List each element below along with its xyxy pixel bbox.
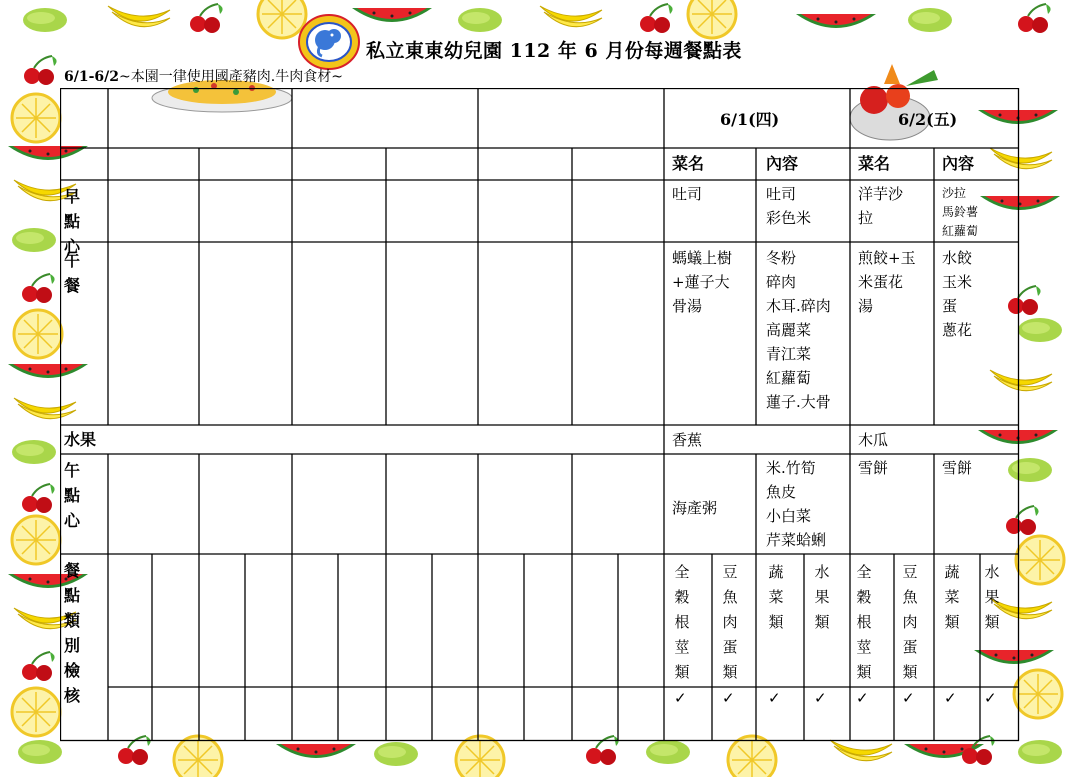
breakfast-content-d2 bbox=[942, 184, 978, 241]
ingredient: 米.竹筍 bbox=[766, 459, 816, 477]
ingredient: 蔥花 bbox=[942, 321, 973, 339]
subtitle-note: ~本園一律使用國產豬肉.牛肉食材~ bbox=[119, 69, 343, 85]
ingredient: 水餃 bbox=[942, 249, 973, 267]
dish-line: 洋芋沙 bbox=[858, 185, 904, 203]
dish-line: 米蛋花 bbox=[858, 273, 904, 291]
ingredient: 芹菜蛤蜊 bbox=[766, 531, 827, 549]
ingredient: 小白菜 bbox=[766, 507, 812, 525]
snack-dish-d2: 雪餅 bbox=[858, 459, 889, 477]
fruit-d2: 木瓜 bbox=[858, 431, 889, 449]
col-header-content-d1: 內容 bbox=[766, 154, 799, 173]
category-grain-d2: 全穀根莖類 bbox=[856, 563, 872, 681]
check-mark: ✓ bbox=[944, 689, 957, 707]
fruit-d1: 香蕉 bbox=[672, 431, 703, 449]
ingredient: 吐司 bbox=[766, 185, 797, 203]
lunch-content-d1 bbox=[766, 246, 831, 414]
ingredient: 彩色米 bbox=[766, 209, 812, 227]
ingredient: 青江菜 bbox=[766, 345, 812, 363]
row-label-snack: 午點心 bbox=[64, 461, 81, 530]
category-protein-d1: 豆魚肉蛋類 bbox=[722, 563, 738, 681]
dish-line: 骨湯 bbox=[672, 297, 703, 315]
check-mark: ✓ bbox=[722, 689, 735, 707]
lunch-dish-d1 bbox=[672, 246, 732, 318]
col-header-dish-d2: 菜名 bbox=[858, 154, 891, 173]
breakfast-content-d1 bbox=[766, 182, 811, 230]
check-mark: ✓ bbox=[814, 689, 827, 707]
category-protein-d2: 豆魚肉蛋類 bbox=[902, 563, 918, 681]
row-label-fruit: 水果 bbox=[64, 430, 97, 449]
school-logo bbox=[298, 14, 360, 70]
lunch-content-d2 bbox=[942, 246, 972, 342]
subtitle-dates: 6/1-6/2 bbox=[64, 69, 120, 85]
lunch-dish-d2 bbox=[858, 246, 916, 318]
row-label-lunch: 午餐 bbox=[64, 251, 81, 295]
dish-line: +蓮子大 bbox=[672, 273, 730, 291]
category-vegetable-d1: 蔬菜類 bbox=[768, 563, 784, 631]
category-grain-d1: 全穀根莖類 bbox=[674, 563, 690, 681]
ingredient: 蛋 bbox=[942, 297, 958, 315]
ingredient: 馬鈴薯 bbox=[942, 205, 979, 219]
ingredient: 蓮子.大骨 bbox=[766, 393, 831, 411]
category-vegetable-d2: 蔬菜類 bbox=[944, 563, 960, 631]
dish-line: 湯 bbox=[858, 297, 874, 315]
check-mark: ✓ bbox=[674, 689, 687, 707]
page-subtitle bbox=[64, 66, 343, 86]
check-mark: ✓ bbox=[768, 689, 781, 707]
snack-dish-d1: 海產粥 bbox=[672, 499, 718, 517]
ingredient: 木耳.碎肉 bbox=[766, 297, 831, 315]
check-mark: ✓ bbox=[902, 689, 915, 707]
ingredient: 碎肉 bbox=[766, 273, 797, 291]
breakfast-dish-d1: 吐司 bbox=[672, 185, 703, 203]
dish-line: 煎餃+玉 bbox=[858, 249, 916, 267]
breakfast-dish-d2 bbox=[858, 182, 903, 230]
category-fruit-d1: 水果類 bbox=[814, 563, 830, 631]
dish-line: 拉 bbox=[858, 209, 874, 227]
ingredient: 紅蘿蔔 bbox=[942, 224, 979, 238]
check-mark: ✓ bbox=[984, 689, 997, 707]
row-label-category-check: 餐點類別檢核 bbox=[64, 561, 81, 705]
day-header-6-1: 6/1(四) bbox=[720, 110, 780, 129]
page-title: 私立東東幼兒園 112 年 6 月份每週餐點表 bbox=[366, 40, 742, 62]
day-header-6-2: 6/2(五) bbox=[898, 110, 958, 129]
ingredient: 冬粉 bbox=[766, 249, 797, 267]
col-header-dish-d1: 菜名 bbox=[672, 154, 705, 173]
ingredient: 沙拉 bbox=[942, 186, 967, 200]
category-fruit-d2: 水果類 bbox=[984, 563, 1000, 631]
ingredient: 玉米 bbox=[942, 273, 973, 291]
dish-line: 螞蟻上樹 bbox=[672, 249, 733, 267]
ingredient: 紅蘿蔔 bbox=[766, 369, 812, 387]
row-label-breakfast: 早點心 bbox=[64, 187, 81, 256]
ingredient: 高麗菜 bbox=[766, 321, 812, 339]
col-header-content-d2: 內容 bbox=[942, 154, 975, 173]
snack-content-d2: 雪餅 bbox=[942, 459, 973, 477]
ingredient: 魚皮 bbox=[766, 483, 797, 501]
snack-content-d1 bbox=[766, 456, 826, 552]
check-mark: ✓ bbox=[856, 689, 869, 707]
